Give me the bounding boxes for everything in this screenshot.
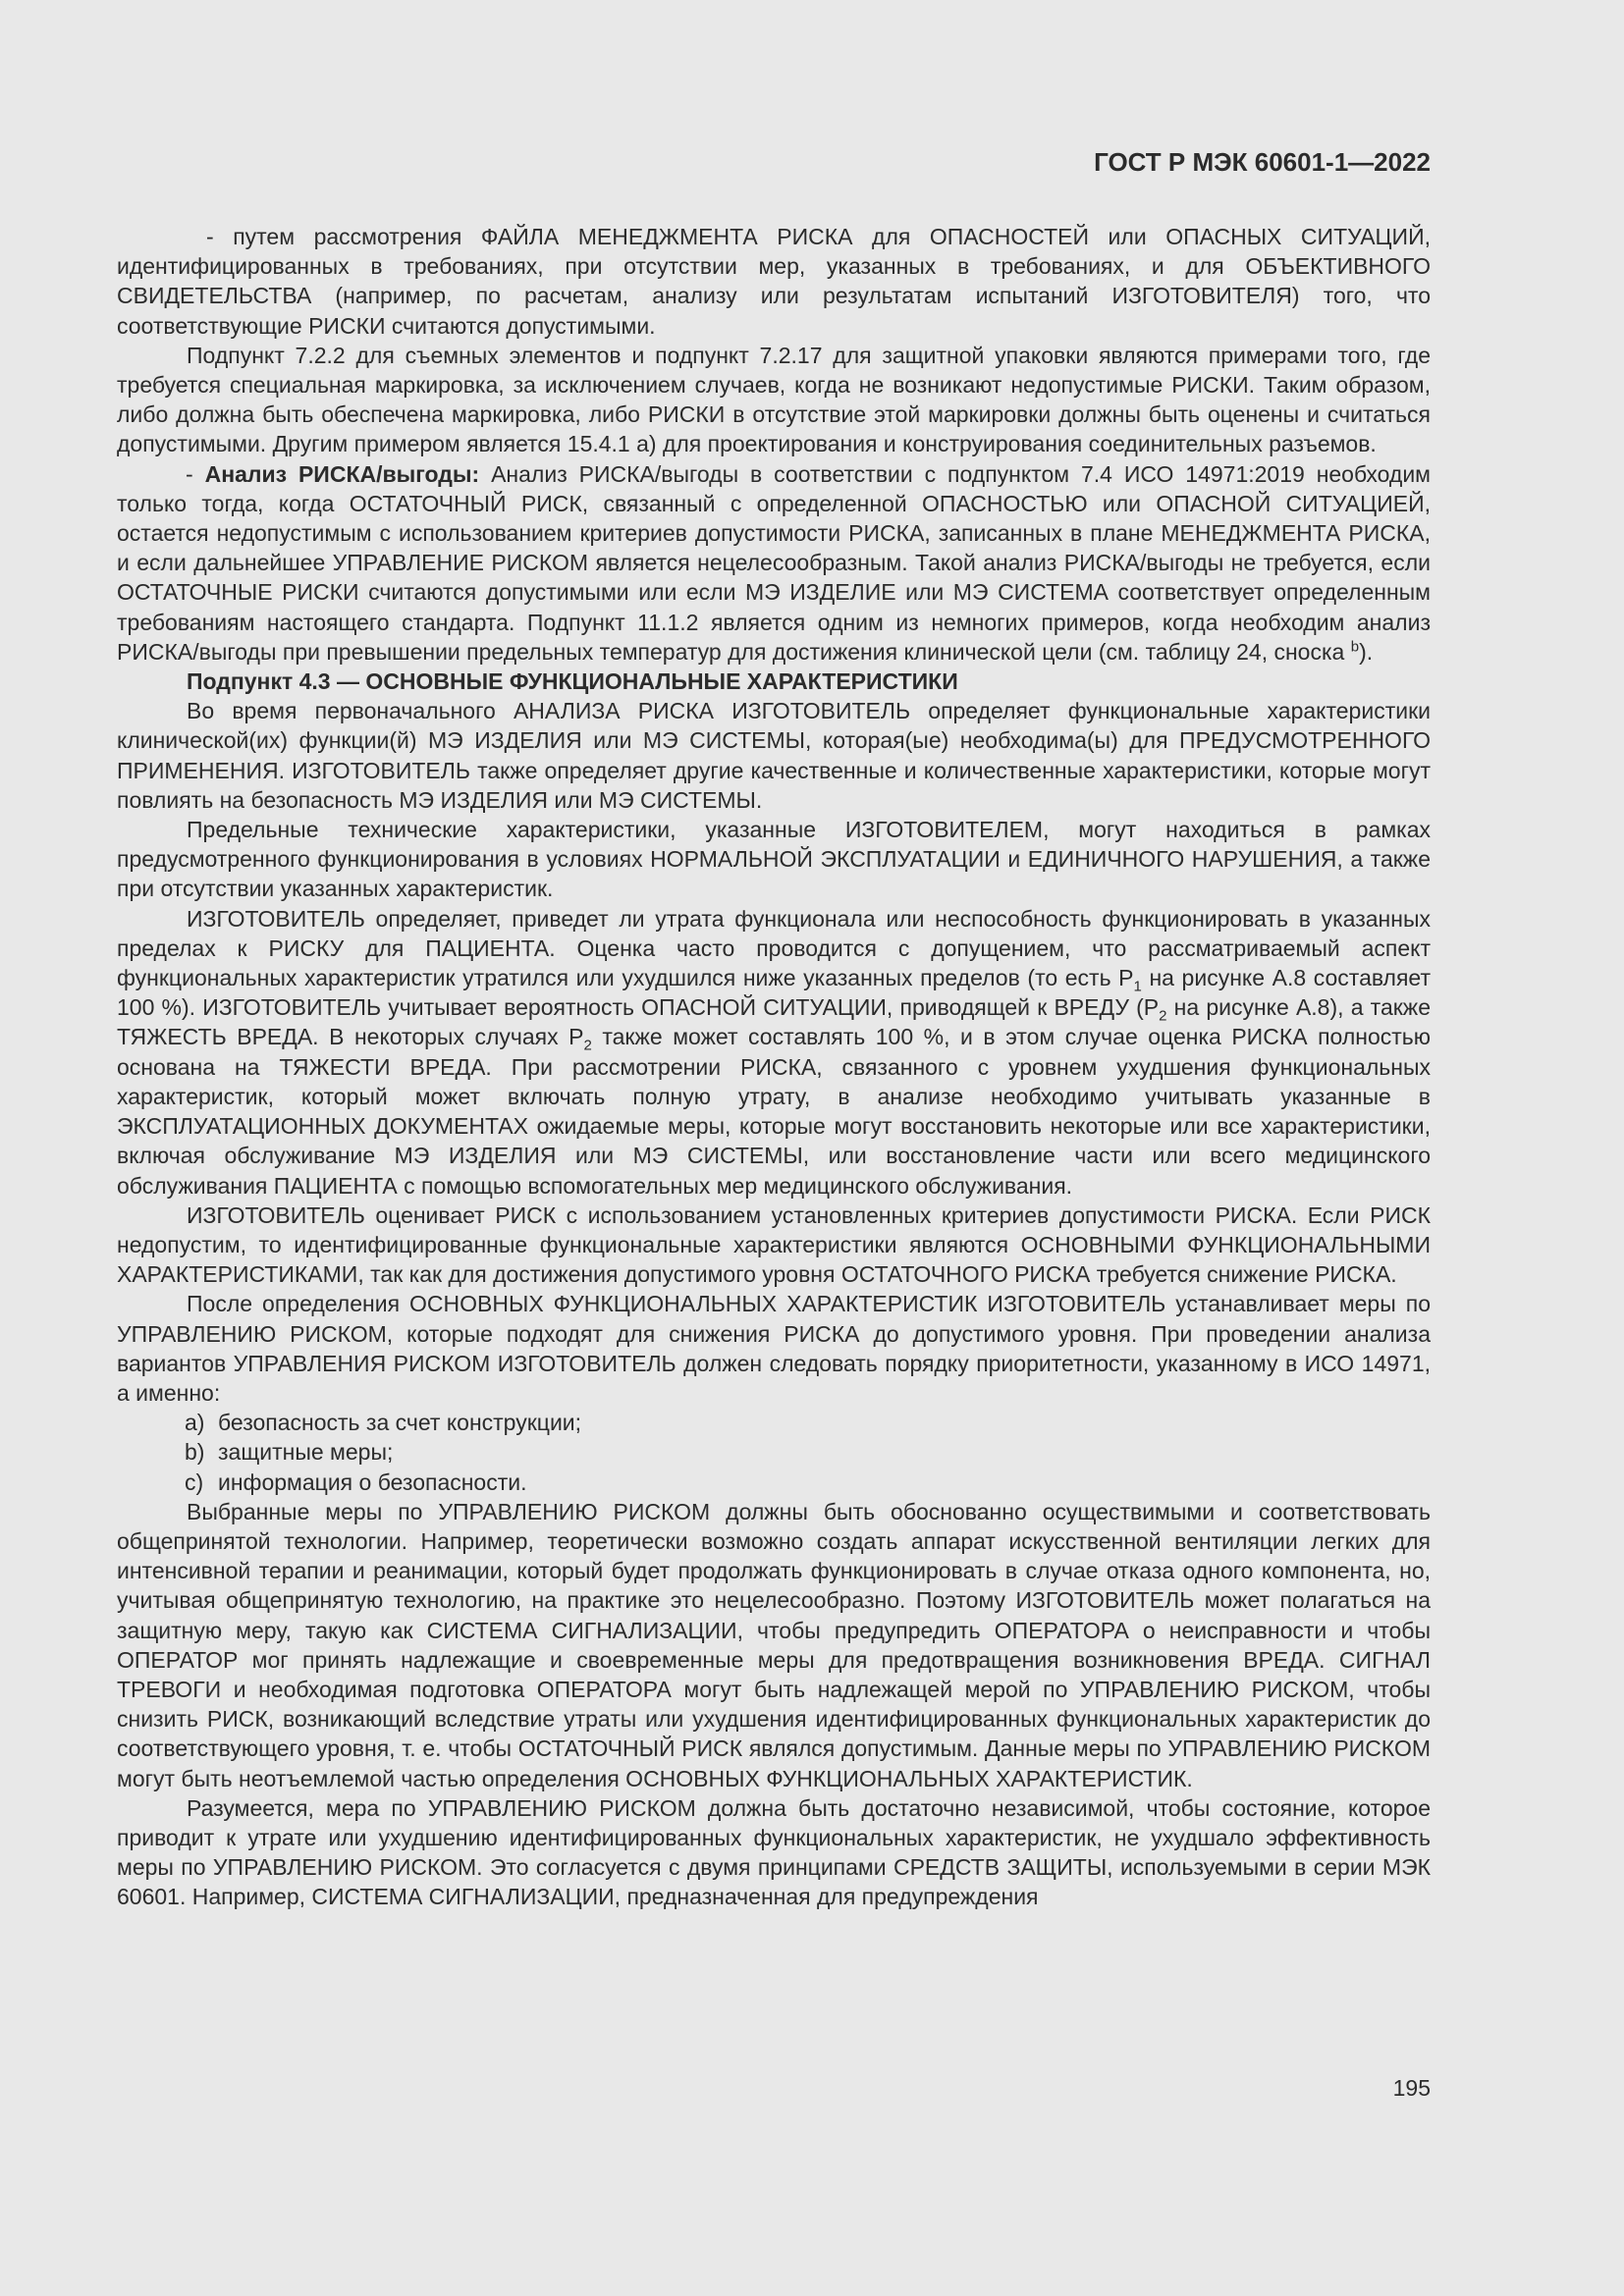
paragraph-selected-measures: Выбранные меры по УПРАВЛЕНИЮ РИСКОМ должны быть обоснованно осуществимыми и соответствовать общепринятой технологии. Например, теоретически возможно создать аппарат искусственной вентиляции легких для интенсивной терапии и реанимации, который будет продолжать функционировать в случае отказа одного компонента, но, учитывая общепринятую технологию, на практике это нецелесообразно. Поэтому ИЗГОТОВИТЕЛЬ может полагаться на защитную меру, такую как СИСТЕМА СИГНАЛИЗАЦИИ, чтобы предупредить ОПЕРАТОРА о неисправности и чтобы ОПЕРАТОР мог принять надлежащие и своевременные меры для предотвращения возникновения ВРЕДА. СИГНАЛ ТРЕВОГИ и необходимая подготовка ОПЕРАТОРА могут быть надлежащей мерой по УПРАВЛЕНИЮ РИСКОМ, чтобы снизить РИСК, возникающий вследствие утраты или ухудшения идентифицированных функциональных характеристик до соответствующего уровня, т. е. чтобы ОСТАТОЧНЫЙ РИСК являлся допустимым. Данные меры по УПРАВЛЕНИЮ РИСКОМ могут быть неотъемлемой частью определения ОСНОВНЫХ ФУНКЦИОНАЛЬНЫХ ХАРАКТЕРИСТИК. xyxy=(117,1498,1431,1791)
paragraph-risk-benefit-analysis xyxy=(117,459,1431,667)
paragraph-risk-file-review: - путем рассмотрения ФАЙЛА МЕНЕДЖМЕНТА РИСКА для ОПАСНОСТЕЙ или ОПАСНЫХ СИТУАЦИЙ, идентифицированных в требованиях, при отсутствии мер, указанных в требованиях, и для ОБЪЕКТИВНОГО СВИДЕТЕЛЬСТВА (например, по расчетам, анализу или результатам испытаний ИЗГОТОВИТЕЛЯ) того, что соответствующие РИСКИ считаются допустимыми. xyxy=(117,224,1431,339)
list-item-text: безопасность за счет конструкции; xyxy=(218,1410,582,1436)
list-item xyxy=(117,1437,1431,1467)
risk-benefit-end: ). xyxy=(1359,638,1374,665)
list-item-text: информация о безопасности. xyxy=(218,1468,527,1495)
subscript: 2 xyxy=(583,1038,592,1055)
page-header: ГОСТ Р МЭК 60601-1—2022 xyxy=(1094,147,1431,177)
paragraph-subclause-7-2-2: Подпункт 7.2.2 для съемных элементов и подпункт 7.2.17 для защитной упаковки являются примерами того, где требуется специальная маркировка, за исключением случаев, когда не возникают недопустимые РИСКИ. Таким образом, либо должна быть обеспечена маркировка, либо РИСКИ в отсутствие этой маркировки должны быть оценены и считаться допустимыми. Другим примером является 15.4.1 а) для проектирования и конструирования соединительных разъемов. xyxy=(117,342,1431,457)
text-segment: также может составлять 100 %, и в этом случае оценка РИСКА полностью основана на ТЯЖЕСТИ ВРЕДА. При рассмотрении РИСКА, связанного с уровнем ухудшения функциональных характеристик, который может включать полную утрату, в анализе необходимо учитывать указанные в ЭКСПЛУАТАЦИОННЫХ ДОКУМЕНТАХ ожидаемые меры, которые могут восстановить некоторые или все характеристики, включая обслуживание МЭ ИЗДЕЛИЯ или МЭ СИСТЕМЫ, или восстановление части или всего медицинского обслуживания ПАЦИЕНТА с помощью вспомогательных мер медицинского обслуживания. xyxy=(117,1024,1432,1199)
subscript: 1 xyxy=(1133,978,1142,995)
risk-benefit-text: Анализ РИСКА/выгоды в соответствии с подпунктом 7.4 ИСО 14971:2019 необходим только тогда, когда ОСТАТОЧНЫЙ РИСК, связанный с определенной ОПАСНОСТЬЮ или ОПАСНОЙ СИТУАЦИЕЙ, остается недопустимым с использованием критериев допустимости РИСКА, записанных в плане МЕНЕДЖМЕНТА РИСКА, и если дальнейшее УПРАВЛЕНИЕ РИСКОМ является нецелесообразным. Такой анализ РИСКА/выгоды не требуется, если ОСТАТОЧНЫЕ РИСКИ считаются допустимыми или если МЭ ИЗДЕЛИЕ или МЭ СИСТЕМА соответствует определенным требованиям настоящего стандарта. Подпункт 11.1.2 является одним из немногих примеров, когда необходим анализ РИСКА/выгоды при превышении предельных температур для достижения клинической цели (см. таблицу 24, сноска xyxy=(117,460,1431,665)
document-body xyxy=(117,222,1431,1912)
paragraph-initial-risk-analysis: Во время первоначального АНАЛИЗА РИСКА ИЗГОТОВИТЕЛЬ определяет функциональные характеристики клинической(их) функции(й) МЭ ИЗДЕЛИЯ или МЭ СИСТЕМЫ, которая(ые) необходима(ы) для ПРЕДУСМОТРЕННОГО ПРИМЕНЕНИЯ. ИЗГОТОВИТЕЛЬ также определяет другие качественные и количественные характеристики, которые могут повлиять на безопасность МЭ ИЗДЕЛИЯ или МЭ СИСТЕМЫ. xyxy=(117,698,1431,813)
footnote-marker: b xyxy=(1350,638,1360,656)
list-item-text: защитные меры; xyxy=(218,1439,394,1466)
section-heading: Подпункт 4.3 — ОСНОВНЫЕ ФУНКЦИОНАЛЬНЫЕ ХАРАКТЕРИСТИКИ xyxy=(187,668,958,695)
dash-marker: - xyxy=(186,460,205,487)
paragraph-limit-characteristics: Предельные технические характеристики, указанные ИЗГОТОВИТЕЛЕМ, могут находиться в рамках предусмотренного функционирования в условиях НОРМАЛЬНОЙ ЭКСПЛУАТАЦИИ и ЕДИНИЧНОГО НАРУШЕНИЯ, а также при отсутствии указанных характеристик. xyxy=(117,817,1431,902)
priority-list xyxy=(117,1408,1431,1497)
list-item xyxy=(117,1468,1431,1497)
paragraph-risk-evaluation: ИЗГОТОВИТЕЛЬ оценивает РИСК с использованием установленных критериев допустимости РИСКА. Если РИСК недопустим, то идентифицированные функциональные характеристики являются ОСНОВНЫМИ ФУНКЦИОНАЛЬНЫМИ ХАРАКТЕРИСТИКАМИ, так как для достижения допустимого уровня ОСТАТОЧНОГО РИСКА требуется снижение РИСКА. xyxy=(117,1201,1431,1288)
paragraph-loss-of-function xyxy=(117,904,1431,1201)
list-item xyxy=(117,1408,1431,1437)
list-marker: b) xyxy=(185,1439,205,1466)
paragraph-independence: Разумеется, мера по УПРАВЛЕНИЮ РИСКОМ должна быть достаточно независимой, чтобы состояние, которое приводит к утрате или ухудшению идентифицированных функциональных характеристик, не ухудшало эффективность меры по УПРАВЛЕНИЮ РИСКОМ. Это согласуется с двумя принципами СРЕДСТВ ЗАЩИТЫ, используемыми в серии МЭК 60601. Например, СИСТЕМА СИГНАЛИЗАЦИИ, предназначенная для предупреждения xyxy=(117,1794,1431,1910)
paragraph-risk-control-priority: После определения ОСНОВНЫХ ФУНКЦИОНАЛЬНЫХ ХАРАКТЕРИСТИК ИЗГОТОВИТЕЛЬ устанавливает меры по УПРАВЛЕНИЮ РИСКОМ, которые подходят для снижения РИСКА до допустимого уровня. При проведении анализа вариантов УПРАВЛЕНИЯ РИСКОМ ИЗГОТОВИТЕЛЬ должен следовать порядку приоритетности, указанному в ИСО 14971, а именно: xyxy=(117,1291,1431,1406)
text-segment: ИЗГОТОВИТЕЛЬ определяет, приведет ли утрата функционала или неспособность функционировать в указанных пределах к РИСКУ для ПАЦИЕНТА. Оценка часто проводится с допущением, что рассматриваемый аспект функциональных характеристик утратился или ухудшился ниже указанных пределов (то есть P xyxy=(117,905,1431,991)
text-segment: на рисунке А.8), а также ТЯЖЕСТЬ ВРЕДА. В некоторых случаях P xyxy=(117,994,1431,1050)
list-marker: c) xyxy=(185,1468,204,1495)
risk-benefit-term: Анализ РИСКА/выгоды: xyxy=(204,460,480,487)
list-marker: a) xyxy=(185,1410,205,1436)
page-number: 195 xyxy=(1392,2075,1431,2101)
subscript: 2 xyxy=(1159,1007,1167,1025)
text-segment: на рисунке А.8 составляет 100 %). ИЗГОТОВИТЕЛЬ учитывает вероятность ОПАСНОЙ СИТУАЦИИ, приводящей к ВРЕДУ (P xyxy=(117,965,1431,1021)
